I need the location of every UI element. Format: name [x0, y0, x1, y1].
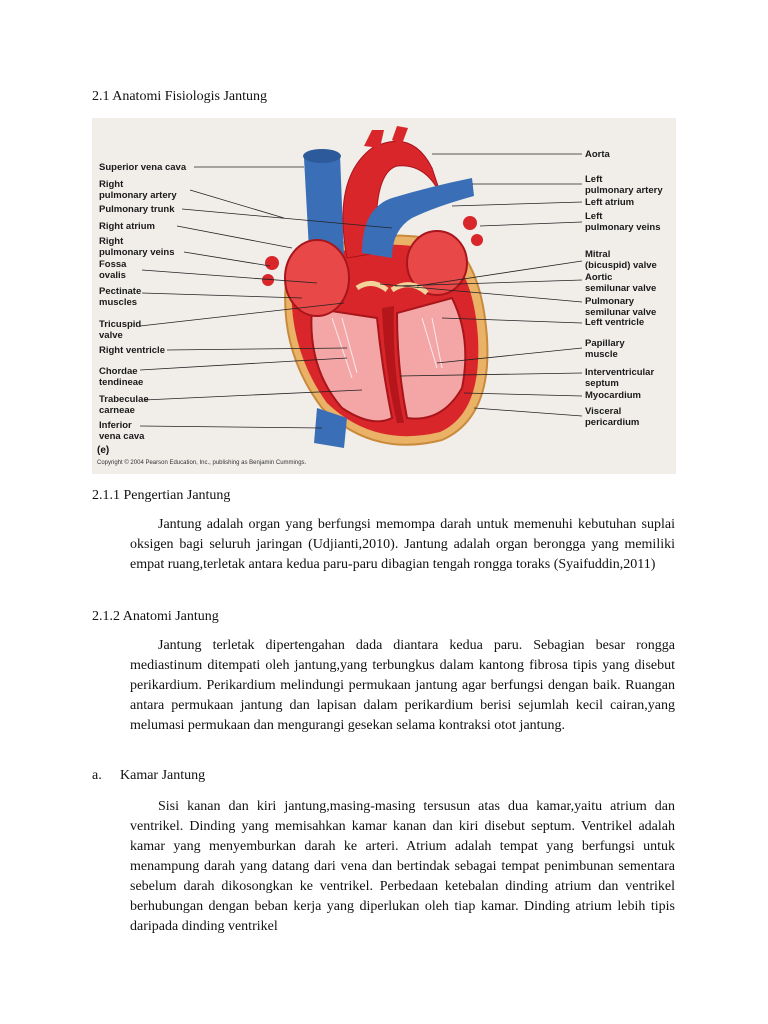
- label-mitral-valve: Mitral (bicuspid) valve: [585, 249, 657, 271]
- paragraph-kamar: Sisi kanan dan kiri jantung,masing-masing tersusun atas dua kamar,yaitu atrium dan ventrikel. Dinding yang memisahkan kamar kanan dan kiri disebut septum. Ventrikel adalah kamar yang menyemburkan darah ke arteri. Atrium adalah tempat yang berfungsi untuk menampung darah yang datang dari vena dan bertindak sebagai tempat penimbunan sementara sebelum darah dikosongkan ke ventrikel. Perbedaan ketebalan dinding atrium dan ventrikel berhubungan dengan beban kerja yang diperlukan oleh tiap kamar. Dinding atrium lebih tipis daripada dinding ventrikel: [130, 799, 675, 934]
- label-chordae-tendineae: Chordae tendineae: [99, 366, 144, 388]
- label-inferior-vena-cava: Inferior vena cava: [99, 420, 145, 442]
- subsection-a-title: Kamar Jantung: [120, 768, 206, 783]
- label-pulmonary-trunk: Pulmonary trunk: [99, 204, 175, 215]
- label-left-atrium: Left atrium: [585, 197, 635, 208]
- label-pulmonary-valve: Pulmonary semilunar valve: [585, 296, 657, 318]
- label-myocardium: Myocardium: [585, 390, 641, 401]
- label-left-pulmonary-artery: Left pulmonary artery: [585, 174, 663, 196]
- label-aortic-valve: Aortic semilunar valve: [585, 272, 657, 294]
- label-trabeculae-carneae: Trabeculae carneae: [99, 394, 149, 416]
- label-right-ventricle: Right ventricle: [99, 345, 165, 356]
- label-papillary-muscle: Papillary muscle: [585, 338, 625, 360]
- label-right-atrium: Right atrium: [99, 221, 155, 232]
- paragraph-anatomi: Jantung terletak dipertengahan dada diantara kedua paru. Sebagian besar rongga mediastinum ditempati oleh jantung,yang terbungkus dalam kantong fibrosa tipis yang disebut perikardium. Perikardium melindungi permukaan jantung agar berfungsi dengan baik. Ruangan antara permukaan jantung dan lapisan dalam perikardium berisi sejumlah kecil cairan,yang melumasi permukaan dan mengurangi gesekan selama kontraksi otot jantung.: [130, 638, 675, 733]
- list-marker: a.: [92, 768, 102, 783]
- label-visceral-pericardium: Visceral pericardium: [585, 406, 640, 428]
- label-fossa-ovalis: Fossa ovalis: [99, 259, 127, 281]
- label-tricuspid-valve: Tricuspid valve: [99, 319, 142, 341]
- paragraph-pengertian: Jantung adalah organ yang berfungsi memompa darah untuk memenuhi kebutuhan suplai oksigen bagi seluruh jaringan (Udjianti,2010). Jantung adalah organ berongga yang memiliki empat ruang,terletak antara kedua paru-paru dibagian tengah rongga toraks (Syaifuddin,2011): [130, 517, 675, 572]
- label-panel-letter: (e): [97, 445, 110, 456]
- heart-anatomy-figure: [92, 118, 676, 474]
- label-right-pulmonary-artery: Right pulmonary artery: [99, 179, 177, 201]
- section-title: 2.1 Anatomi Fisiologis Jantung: [92, 89, 268, 104]
- label-pectinate-muscles: Pectinate muscles: [99, 286, 142, 308]
- label-left-ventricle: Left ventricle: [585, 317, 645, 328]
- label-interventricular-septum: Interventricular septum: [585, 367, 655, 389]
- subsection-title-kamar: [92, 767, 205, 785]
- label-left-pulmonary-veins: Left pulmonary veins: [585, 211, 661, 233]
- label-aorta: Aorta: [585, 149, 610, 160]
- subsection-title-pengertian: 2.1.1 Pengertian Jantung: [92, 488, 231, 503]
- label-right-pulmonary-veins: Right pulmonary veins: [99, 236, 175, 258]
- label-superior-vena-cava: Superior vena cava: [99, 162, 187, 173]
- figure-copyright: Copyright © 2004 Pearson Education, Inc., publishing as Benjamin Cummings.: [97, 460, 307, 466]
- subsection-title-anatomi: 2.1.2 Anatomi Jantung: [92, 609, 219, 624]
